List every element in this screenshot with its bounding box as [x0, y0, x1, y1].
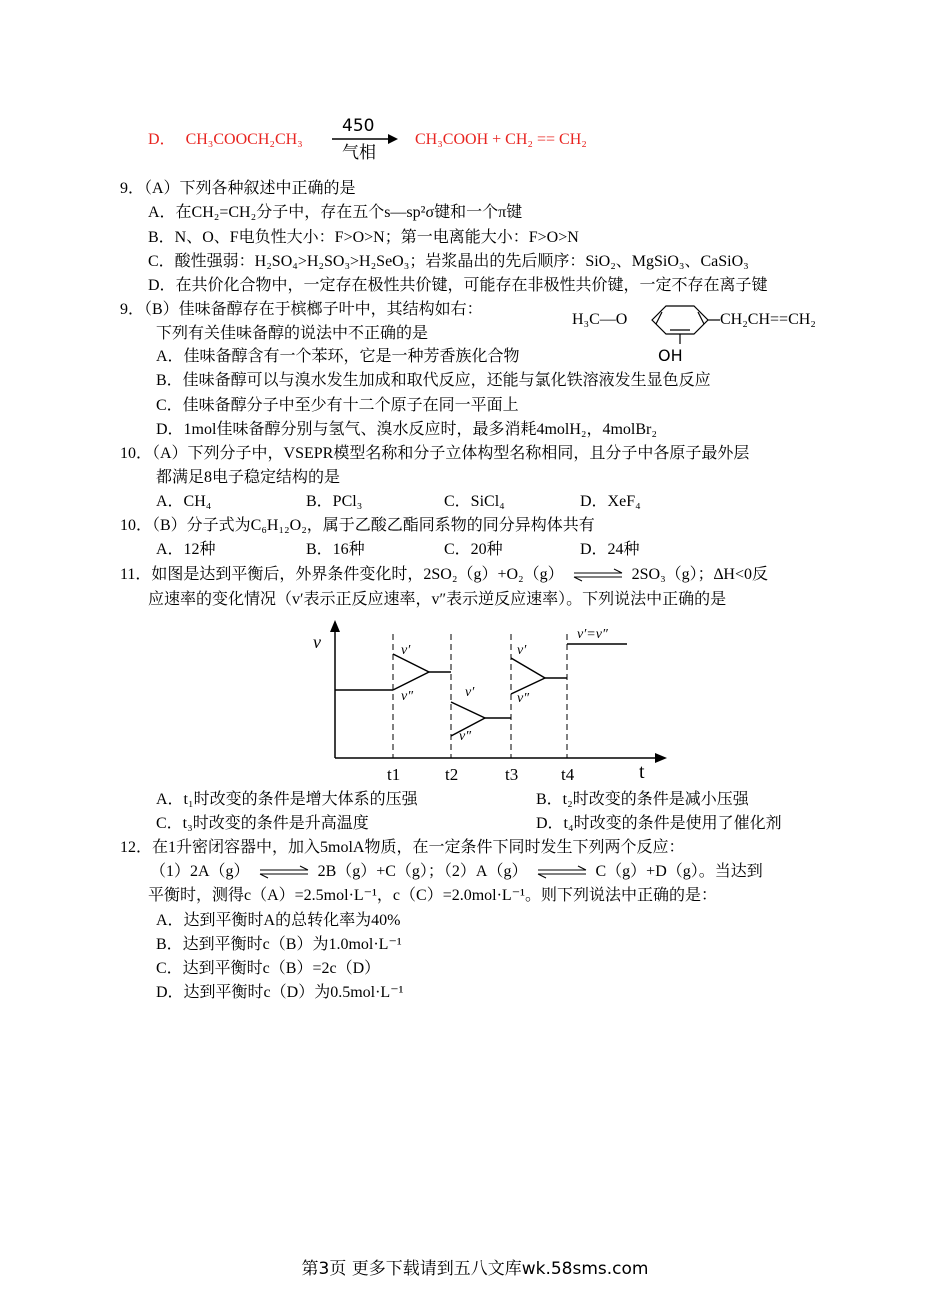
label-equal: v′=v″	[577, 627, 608, 642]
q11-option-c: C．t₃时改变的条件是升高温度	[156, 815, 369, 832]
q11-option-b: B．t₂时改变的条件是减小压强	[536, 791, 749, 808]
q12-option-d: D．达到平衡时c（D）为0.5mol·L⁻¹	[156, 984, 404, 1001]
tick-t3: t3	[505, 765, 519, 784]
option-label: D．	[148, 131, 176, 148]
q9b-option-d: D．1mol佳味备醇分别与氢气、溴水反应时，最多消耗4molH₂，4molBr₂	[156, 421, 657, 438]
y-axis-label: v	[313, 632, 321, 652]
q12-stem: 12．在1升密闭容器中，加入5molA物质，在一定条件下同时发生下列两个反应：	[120, 839, 685, 856]
q12-option-b: B．达到平衡时c（B）为1.0mol·L⁻¹	[156, 936, 402, 953]
q10b-option-c: C．20种	[444, 541, 503, 558]
q10b-option-d: D．24种	[580, 541, 640, 558]
rate-time-chart	[305, 618, 685, 788]
q10a-stem: 10．（A）下列分子中，VSEPR模型名称和分子立体构型名称相同，且分子中各原子最外层	[120, 445, 750, 462]
structure-oh: OH	[658, 346, 683, 365]
q12-stem3: 平衡时，测得c（A）=2.5mol·L⁻¹，c（C）=2.0mol·L⁻¹。则下列说法中正确的是：	[148, 887, 717, 904]
condition-bottom: 气相	[342, 143, 376, 163]
q12-reactions	[150, 862, 763, 882]
reaction-1-left: （1）2A（g）	[150, 863, 250, 880]
label-v2-t3: v″	[517, 691, 530, 706]
q9b-option-a: A．佳味备醇含有一个苯环，它是一种芳香族化合物	[156, 348, 520, 365]
q9b-stem2: 下列有关佳味备醇的说法中不正确的是	[156, 325, 429, 342]
q11-stem-a: 11．如图是达到平衡后，外界条件变化时，2SO₂（g）+O₂（g）	[120, 566, 564, 583]
structure-allyl: CH₂CH==CH₂	[720, 311, 816, 328]
q8-option-d	[148, 130, 303, 150]
condition-top: 450	[342, 116, 375, 136]
q12-option-c: C．达到平衡时c（B）=2c（D）	[156, 960, 381, 977]
molecule-structure	[570, 298, 840, 370]
q10a-option-a: A．CH₄	[156, 493, 212, 510]
tick-t4: t4	[561, 765, 575, 784]
structure-methoxy: H₃C—O	[572, 311, 628, 328]
tick-t2: t2	[445, 765, 459, 784]
label-v2-t1: v″	[401, 689, 414, 704]
tick-t1: t1	[387, 765, 401, 784]
q11-stem2: 应速率的变化情况（v′表示正反应速率，v″表示逆反应速率）。下列说法中正确的是	[148, 591, 727, 608]
y-axis-arrow-icon	[330, 620, 340, 632]
benzene-ring-icon	[570, 298, 840, 370]
equilibrium-arrow-icon	[256, 865, 312, 879]
label-v1-t3: v′	[517, 643, 527, 658]
q11-option-a: A．t₁时改变的条件是增大体系的压强	[156, 791, 418, 808]
q10b-option-a: A．12种	[156, 541, 216, 558]
t1-forward-line	[393, 654, 429, 672]
q9a-option-c: C．酸性强弱：H₂SO₄>H₂SO₃>H₂SeO₃；岩浆晶出的先后顺序：SiO₂、MgSiO₃、CaSiO₃	[148, 253, 749, 270]
page-footer: 第3页 更多下载请到五八文库wk.58sms.com	[301, 1259, 649, 1279]
x-axis-label: t	[639, 761, 645, 783]
q11-option-d: D．t₄时改变的条件是使用了催化剂	[536, 815, 782, 832]
x-axis-arrow-icon	[655, 753, 667, 763]
q10a-option-b: B．PCl₃	[306, 493, 363, 510]
q10a-stem2: 都满足8电子稳定结构的是	[156, 469, 341, 486]
reaction-1-right: 2B（g）+C（g）；（2）A（g）	[317, 863, 528, 880]
q10a-option-d: D．XeF₄	[580, 493, 641, 510]
q11-stem-b: 2SO₃（g）；∆H<0反	[631, 566, 769, 583]
t3-forward-line	[511, 658, 545, 678]
reactant: CH₃COOCH₂CH₃	[185, 131, 303, 148]
q9a-option-b: B．N、O、F电负性大小：F>O>N；第一电离能大小：F>O>N	[148, 229, 579, 246]
reaction-arrow	[330, 116, 400, 163]
equilibrium-arrow-icon	[534, 865, 590, 879]
t1-reverse-line	[393, 672, 429, 690]
q9a-stem: 9．（A）下列各种叙述中正确的是	[120, 180, 356, 197]
q9b-option-b: B．佳味备醇可以与溴水发生加成和取代反应，还能与氯化铁溶液发生显色反应	[156, 372, 711, 389]
t2-forward-line	[451, 702, 485, 718]
equilibrium-arrow-icon	[570, 568, 626, 582]
label-v1-t2: v′	[465, 685, 475, 700]
q8-product: CH₃COOH + CH₂ == CH₂	[415, 131, 587, 148]
q12-option-a: A．达到平衡时A的总转化率为40%	[156, 912, 401, 929]
reaction-2-right: C（g）+D（g）。当达到	[595, 863, 763, 880]
q10b-stem: 10．（B）分子式为C₆H₁₂O₂，属于乙酸乙酯同系物的同分异构体共有	[120, 517, 595, 534]
q10a-option-c: C．SiCl₄	[444, 493, 505, 510]
label-v1-t1: v′	[401, 643, 411, 658]
q10b-option-b: B．16种	[306, 541, 365, 558]
q9b-option-c: C．佳味备醇分子中至少有十二个原子在同一平面上	[156, 397, 519, 414]
q9b-stem: 9．（B）佳味备醇存在于槟榔子叶中，其结构如右：	[120, 301, 483, 318]
q11-stem	[120, 565, 768, 585]
label-v2-t2: v″	[459, 729, 472, 744]
q9a-option-a: A．在CH₂=CH₂分子中，存在五个s—sp²σ键和一个π键	[148, 204, 523, 221]
q9a-option-d: D．在共价化合物中，一定存在极性共价键，可能存在非极性共价键，一定不存在离子键	[148, 277, 768, 294]
